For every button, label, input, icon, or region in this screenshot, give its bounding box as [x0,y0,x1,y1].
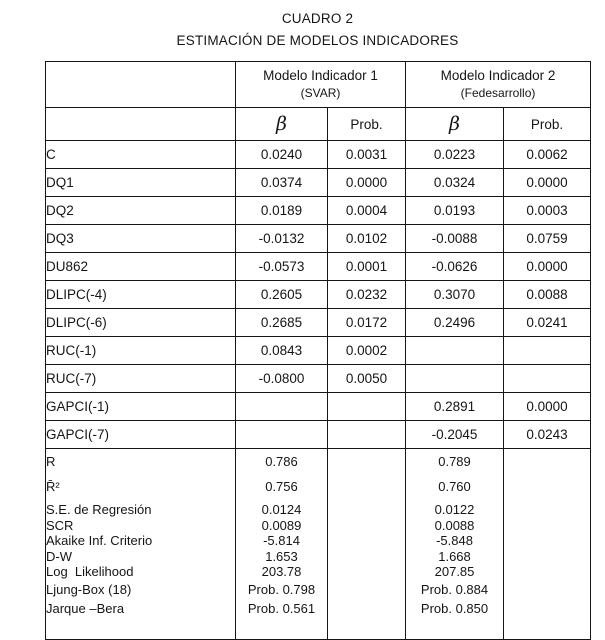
m1-stat-value: 0.0124 [261,502,302,517]
m1-prob-value: 0.0004 [328,197,406,225]
m1-stat-value: Prob. 0.561 [247,600,316,616]
row-label: C [46,141,236,169]
row-label: RUC(-7) [46,365,236,393]
row-label: DLIPC(-4) [46,281,236,309]
table-caption-number: CUADRO 2 [281,11,354,26]
table-row [46,365,591,393]
table-row [46,281,591,309]
m1-beta-value: 0.2685 [236,309,328,337]
table-row [46,169,591,197]
m2-prob-value: 0.0088 [504,281,591,309]
row-label: DQ1 [46,169,236,197]
m2-beta-value: 0.0193 [406,197,504,225]
table-row [46,393,591,421]
prob-header-label: Prob. [350,116,383,132]
m1-stat-value: 0.0089 [261,517,302,533]
table-row [46,141,591,169]
beta-symbol: β [276,113,287,135]
m1-beta-value: -0.0132 [236,225,328,253]
row-label: GAPCI(-1) [46,393,236,421]
column-header-empty-cell [46,108,236,141]
stat-label: R̄² [46,479,60,494]
m2-stat-value: 0.0122 [434,502,475,517]
m2-prob-value: 0.0759 [504,225,591,253]
table-row [46,337,591,365]
m1-prob-value: 0.0102 [328,225,406,253]
m2-prob-value: 0.0000 [504,169,591,197]
m2-beta-value [406,337,504,365]
m1-prob-value: 0.0002 [328,337,406,365]
table-caption-title: ESTIMACIÓN DE MODELOS INDICADORES [176,33,459,48]
corner-empty-cell [46,62,236,108]
m2-stat-value: -5.848 [436,533,473,548]
m1-beta-value: 0.0189 [236,197,328,225]
table-row [46,197,591,225]
row-label: DQ3 [46,225,236,253]
m2-beta-header [406,108,504,141]
row-label: DLIPC(-6) [46,309,236,337]
column-header-row [46,108,591,141]
m2-stats-empty-cell [504,449,591,640]
m1-prob-value: 0.0050 [328,365,406,393]
stats-labels-cell [46,449,236,640]
stat-label: Log Likelihood [46,564,134,579]
m2-prob-value: 0.0062 [504,141,591,169]
m2-stat-value: 0.789 [438,454,471,469]
m2-stat-value: Prob. 0.884 [420,581,489,597]
m2-prob-value: 0.0241 [504,309,591,337]
m1-beta-value: -0.0800 [236,365,328,393]
table-row [46,421,591,449]
m2-stat-value: 0.760 [438,479,471,494]
m2-prob-header [504,108,591,141]
m2-prob-value: 0.0003 [504,197,591,225]
m2-stat-value: Prob. 0.850 [420,600,489,616]
row-label: GAPCI(-7) [46,421,236,449]
m1-beta-header [236,108,328,141]
m1-stat-value: 203.78 [261,564,302,579]
model-header-row [46,62,591,108]
m2-beta-value: 0.2496 [406,309,504,337]
m1-prob-value [328,421,406,449]
m2-prob-value [504,337,591,365]
m1-beta-value [236,421,328,449]
m2-beta-value: -0.0088 [406,225,504,253]
stat-label: Akaike Inf. Criterio [46,533,153,548]
model2-method: (Fedesarrollo) [460,86,536,100]
m2-prob-value: 0.0000 [504,253,591,281]
prob-header-label: Prob. [530,116,564,132]
model2-name: Modelo Indicador 2 [440,68,556,83]
table-row [46,225,591,253]
beta-symbol: β [449,113,460,135]
m1-stats-values-cell [236,449,328,640]
m2-beta-value: 0.2891 [406,393,504,421]
m1-prob-value: 0.0031 [328,141,406,169]
m1-stat-value: 0.786 [265,454,298,469]
m1-beta-value: -0.0573 [236,253,328,281]
model1-name: Modelo Indicador 1 [263,68,378,83]
m2-beta-value: 0.0223 [406,141,504,169]
row-label: RUC(-1) [46,337,236,365]
m1-beta-value [236,393,328,421]
m1-beta-value: 0.0240 [236,141,328,169]
stat-label: SCR [46,517,74,533]
m1-prob-value: 0.0001 [328,253,406,281]
row-label: DQ2 [46,197,236,225]
m2-prob-value: 0.0243 [504,421,591,449]
m2-prob-value: 0.0000 [504,393,591,421]
m2-beta-value: -0.0626 [406,253,504,281]
m1-stat-value: 0.756 [265,479,298,494]
stat-label: Ljung-Box (18) [46,581,132,597]
m1-stat-value: 1.653 [265,548,298,564]
m1-beta-value: 0.2605 [236,281,328,309]
table-row [46,309,591,337]
model2-header-cell [406,62,591,108]
m1-stat-value: Prob. 0.798 [247,581,316,597]
m1-stats-empty-cell [328,449,406,640]
m2-stat-value: 207.85 [434,564,475,579]
m1-beta-value: 0.0374 [236,169,328,197]
stats-row [46,449,591,640]
row-label: DU862 [46,253,236,281]
stat-label: R [46,454,56,469]
m2-stat-value: 1.668 [438,548,471,564]
m2-beta-value [406,365,504,393]
model1-header-cell [236,62,406,108]
table-row [46,253,591,281]
m1-prob-value: 0.0000 [328,169,406,197]
m1-prob-value [328,393,406,421]
m2-beta-value: 0.3070 [406,281,504,309]
m1-prob-header [328,108,406,141]
estimation-table [45,61,591,640]
model1-method: (SVAR) [300,86,341,100]
stat-label: S.E. de Regresión [46,502,152,517]
m1-prob-value: 0.0172 [328,309,406,337]
stat-label: D-W [46,548,72,564]
m2-beta-value: -0.2045 [406,421,504,449]
m1-stat-value: -5.814 [263,533,300,548]
m2-beta-value: 0.0324 [406,169,504,197]
stat-label: Jarque –Bera [46,600,125,616]
m2-stat-value: 0.0088 [434,517,475,533]
m1-beta-value: 0.0843 [236,337,328,365]
m2-stats-values-cell [406,449,504,640]
m2-prob-value [504,365,591,393]
m1-prob-value: 0.0232 [328,281,406,309]
